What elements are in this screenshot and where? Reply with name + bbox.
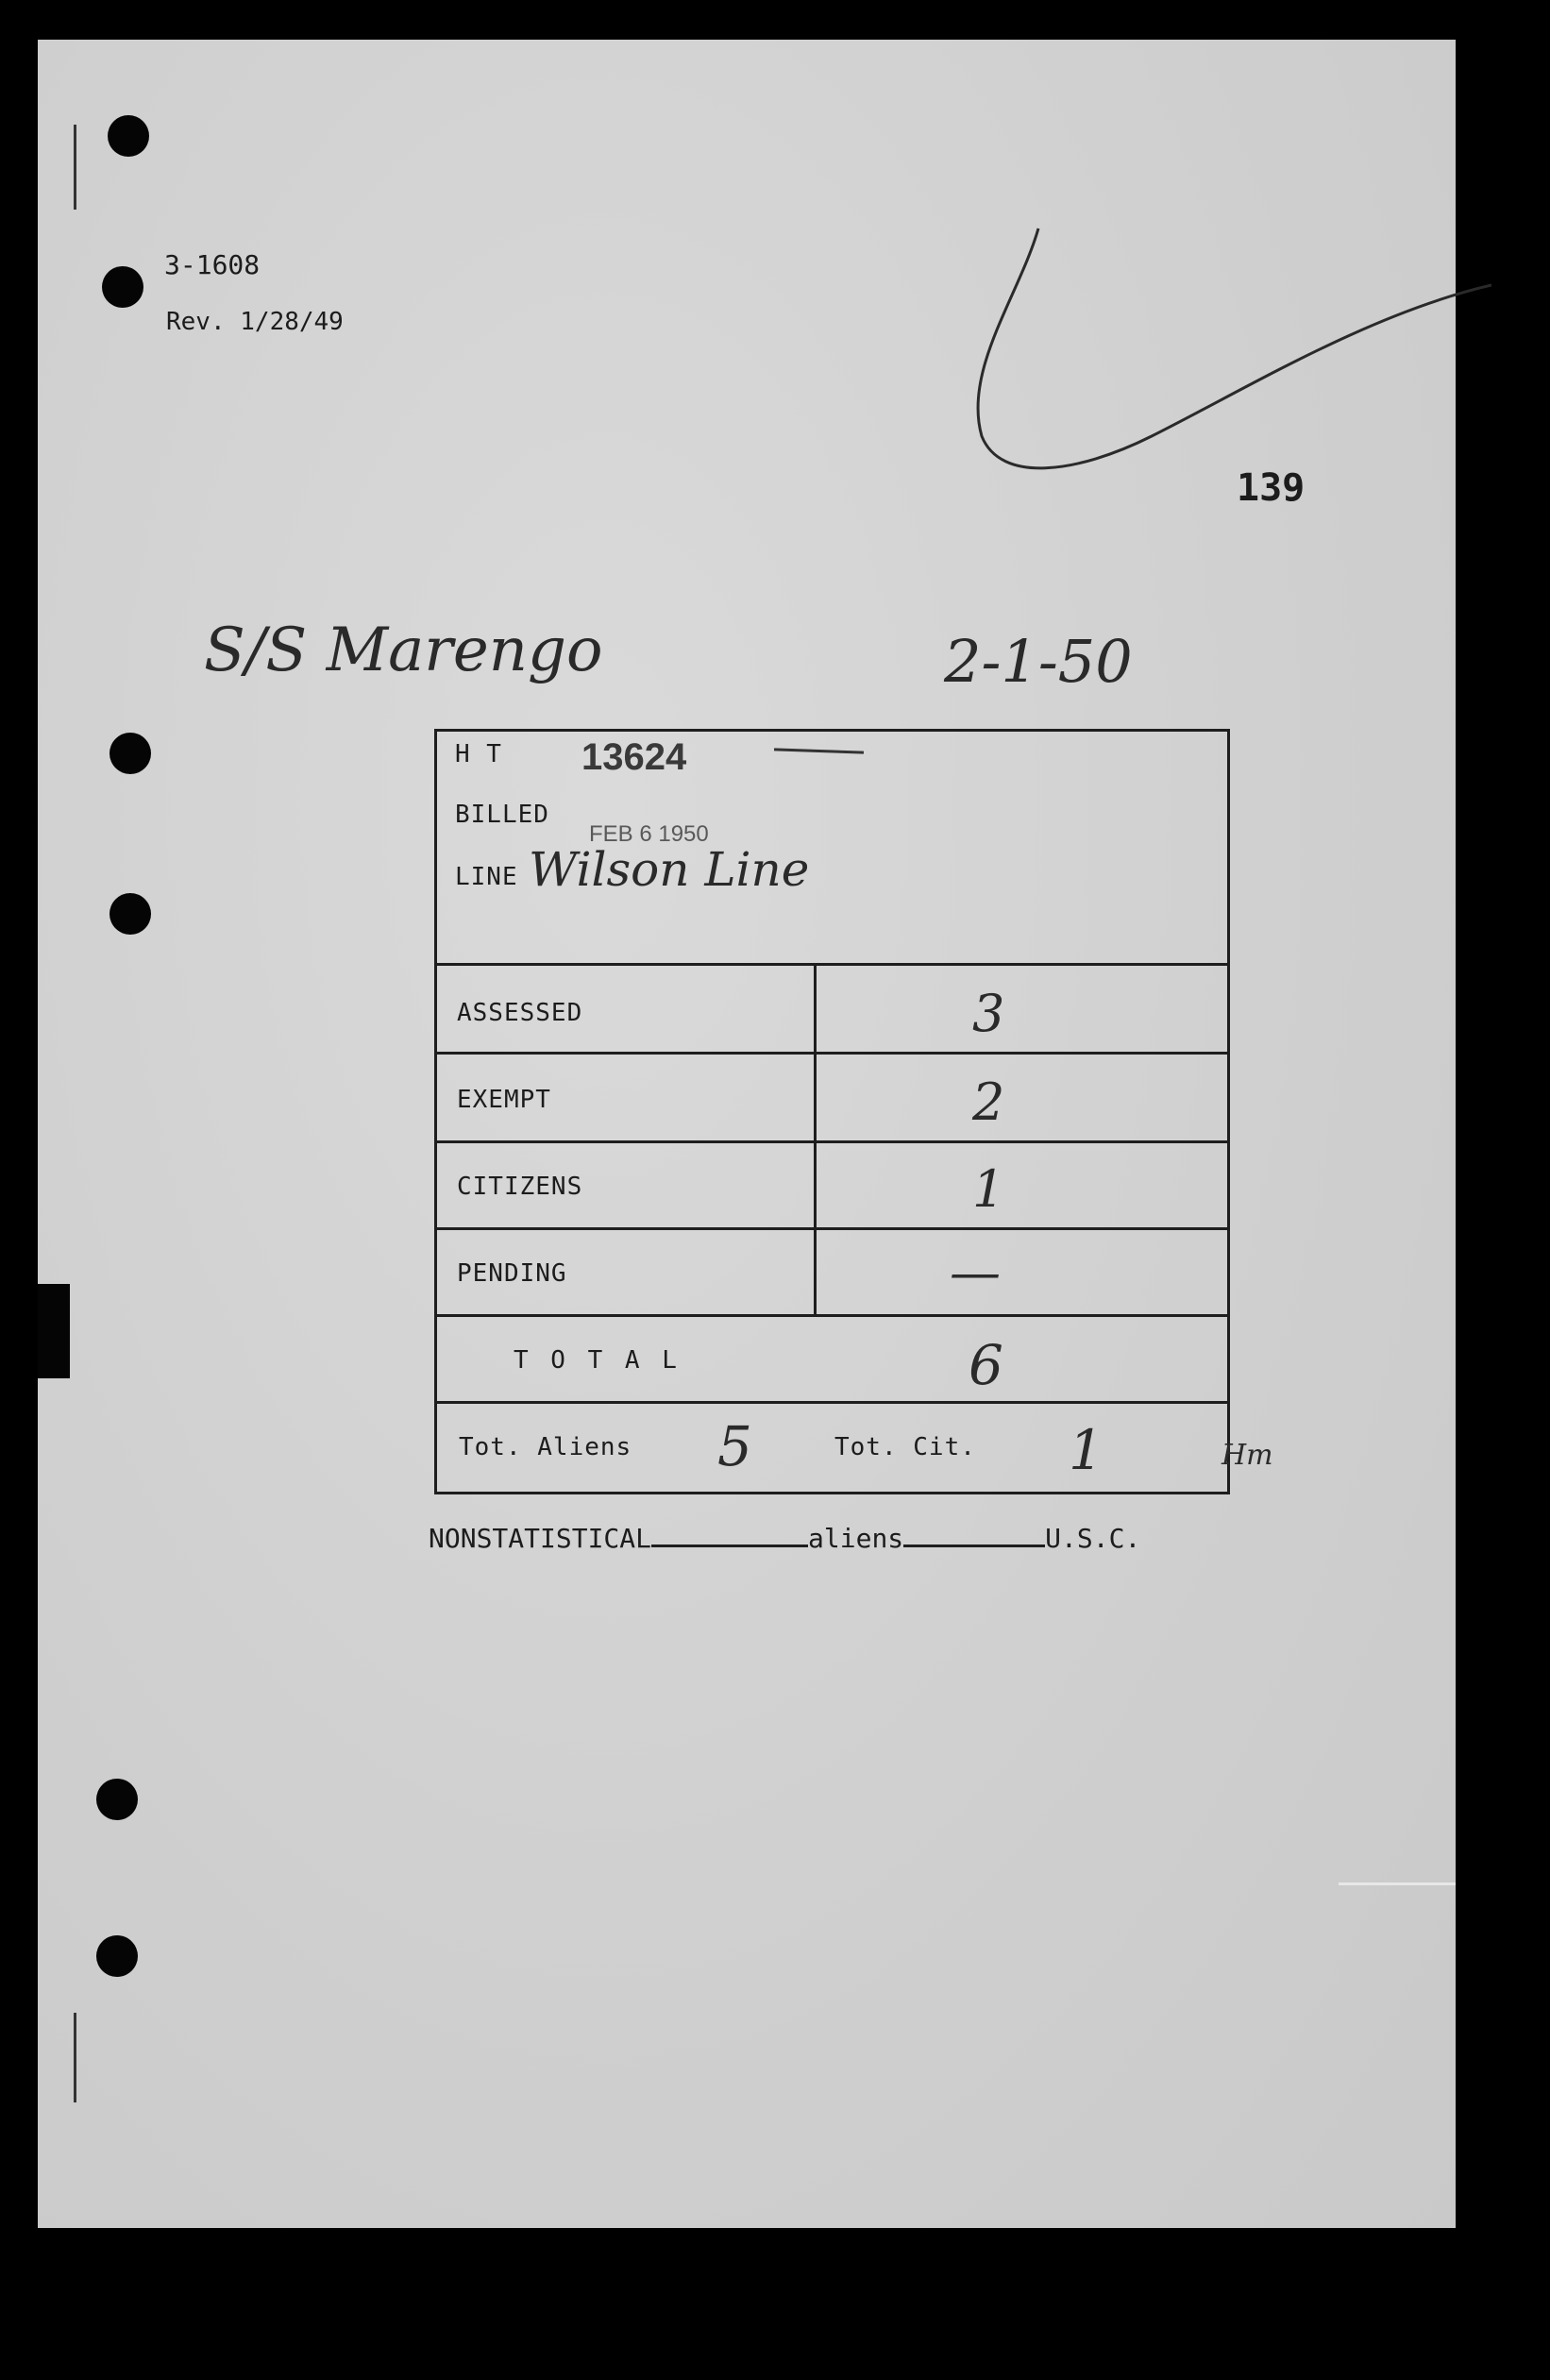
row-value-assessed: 3 — [972, 984, 1005, 1043]
page-number: 139 — [1237, 466, 1306, 510]
row-value-exempt: 2 — [972, 1072, 1005, 1132]
row-value-citizens: 1 — [972, 1159, 1005, 1219]
edge-mark — [38, 1284, 70, 1378]
line-value: Wilson Line — [529, 842, 810, 897]
row-label-citizens: CITIZENS — [457, 1173, 583, 1201]
divider — [434, 963, 1227, 966]
punch-hole — [110, 733, 151, 774]
aliens-label: aliens — [808, 1523, 904, 1554]
tot-cit-label: Tot. Cit. — [834, 1433, 976, 1461]
divider — [434, 1052, 1227, 1055]
form-number: 3-1608 — [164, 249, 261, 280]
blank-underline — [651, 1522, 808, 1547]
document-sheet — [38, 40, 1456, 2228]
tot-aliens-label: Tot. Aliens — [459, 1433, 632, 1461]
line-label: LINE — [455, 863, 518, 891]
punch-hole — [102, 266, 143, 308]
edge-mark — [1339, 1882, 1456, 1885]
tot-cit-value: 1 — [1069, 1418, 1104, 1482]
divider — [434, 1140, 1227, 1143]
nonstatistical-label: NONSTATISTICAL — [429, 1523, 652, 1554]
punch-hole — [108, 115, 149, 157]
tot-aliens-value: 5 — [717, 1414, 752, 1478]
initials: Hm — [1221, 1439, 1273, 1472]
usc-label: U.S.C. — [1045, 1523, 1141, 1554]
punch-hole — [96, 1779, 138, 1820]
nonstatistical-line — [429, 1522, 1140, 1554]
punch-hole — [96, 1935, 138, 1977]
ship-name: S/S Marengo — [204, 616, 603, 685]
ht-number: 13624 — [581, 736, 687, 778]
edge-mark — [74, 2013, 76, 2102]
billed-date-stamp: FEB 6 1950 — [589, 821, 709, 847]
billed-label: BILLED — [455, 801, 549, 829]
row-label-exempt: EXEMPT — [457, 1086, 551, 1114]
blank-underline — [903, 1522, 1045, 1547]
divider — [434, 1227, 1227, 1230]
divider — [434, 1314, 1227, 1317]
form-revision: Rev. 1/28/49 — [166, 308, 344, 336]
punch-hole — [110, 893, 151, 935]
check-mark-icon — [925, 191, 1491, 531]
total-label: T O T A L — [514, 1346, 681, 1375]
total-value: 6 — [969, 1333, 1003, 1397]
row-label-assessed: ASSESSED — [457, 999, 583, 1027]
edge-mark — [74, 125, 76, 210]
row-label-pending: PENDING — [457, 1259, 567, 1288]
divider — [434, 1401, 1227, 1404]
ht-label: H T — [455, 740, 502, 768]
column-divider — [814, 963, 817, 1316]
arrival-date: 2-1-50 — [944, 627, 1133, 696]
row-value-pending: — — [950, 1242, 1001, 1302]
